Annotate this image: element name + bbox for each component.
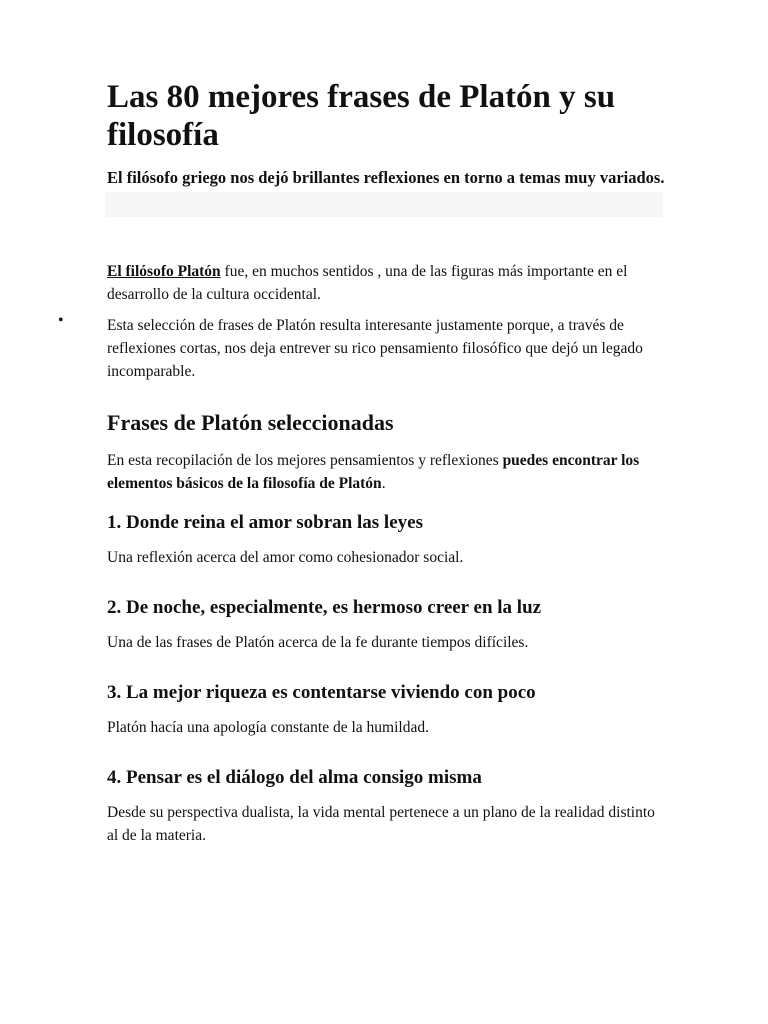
article (58, 78, 667, 847)
quote-heading: 2. De noche, especialmente, es hermoso creer en la luz (107, 597, 542, 618)
article-title: Las 80 mejores frases de Platón y su filosofía (107, 79, 616, 153)
section-intro-end: . (381, 475, 386, 492)
quote-heading: 1. Donde reina el amor sobran las leyes (107, 512, 423, 533)
section-intro (107, 449, 667, 495)
quote-description: Una reflexión acerca del amor como cohesionador social. (107, 549, 464, 566)
quote-heading: 4. Pensar es el diálogo del alma consigo misma (107, 767, 482, 788)
intro-paragraph (107, 260, 667, 306)
section-intro-bold: puedes encontrar los elementos básicos de la filosofía de Platón (107, 452, 640, 492)
selection-paragraph: Esta selección de frases de Platón resulta interesante justamente porque, a través de reflexiones cortas, nos deja entrever su rico pensamiento filosófico que dejó un legado incomparable. (107, 317, 643, 380)
intro-text: fue, en muchos sentidos , una de las figuras más importante en el desarrollo de la cultura occidental. (107, 263, 628, 303)
quote-description: Desde su perspectiva dualista, la vida mental pertenece a un plano de la realidad distinto al de la materia. (107, 804, 655, 844)
section-heading: Frases de Platón seleccionadas (107, 410, 394, 435)
bullet-marker: • (58, 312, 64, 329)
quote-heading: 3. La mejor riqueza es contentarse viviendo con poco (107, 682, 536, 703)
section-intro-text: En esta recopilación de los mejores pensamientos y reflexiones (107, 452, 503, 469)
platon-link[interactable]: El filósofo Platón (107, 263, 221, 280)
quote-description: Platón hacía una apología constante de la humildad. (107, 719, 429, 736)
article-subtitle: El filósofo griego nos dejó brillantes reflexiones en torno a temas muy variados. (107, 168, 665, 187)
quote-description: Una de las frases de Platón acerca de la fe durante tiempos difíciles. (107, 634, 529, 651)
gray-placeholder-box (105, 192, 663, 217)
